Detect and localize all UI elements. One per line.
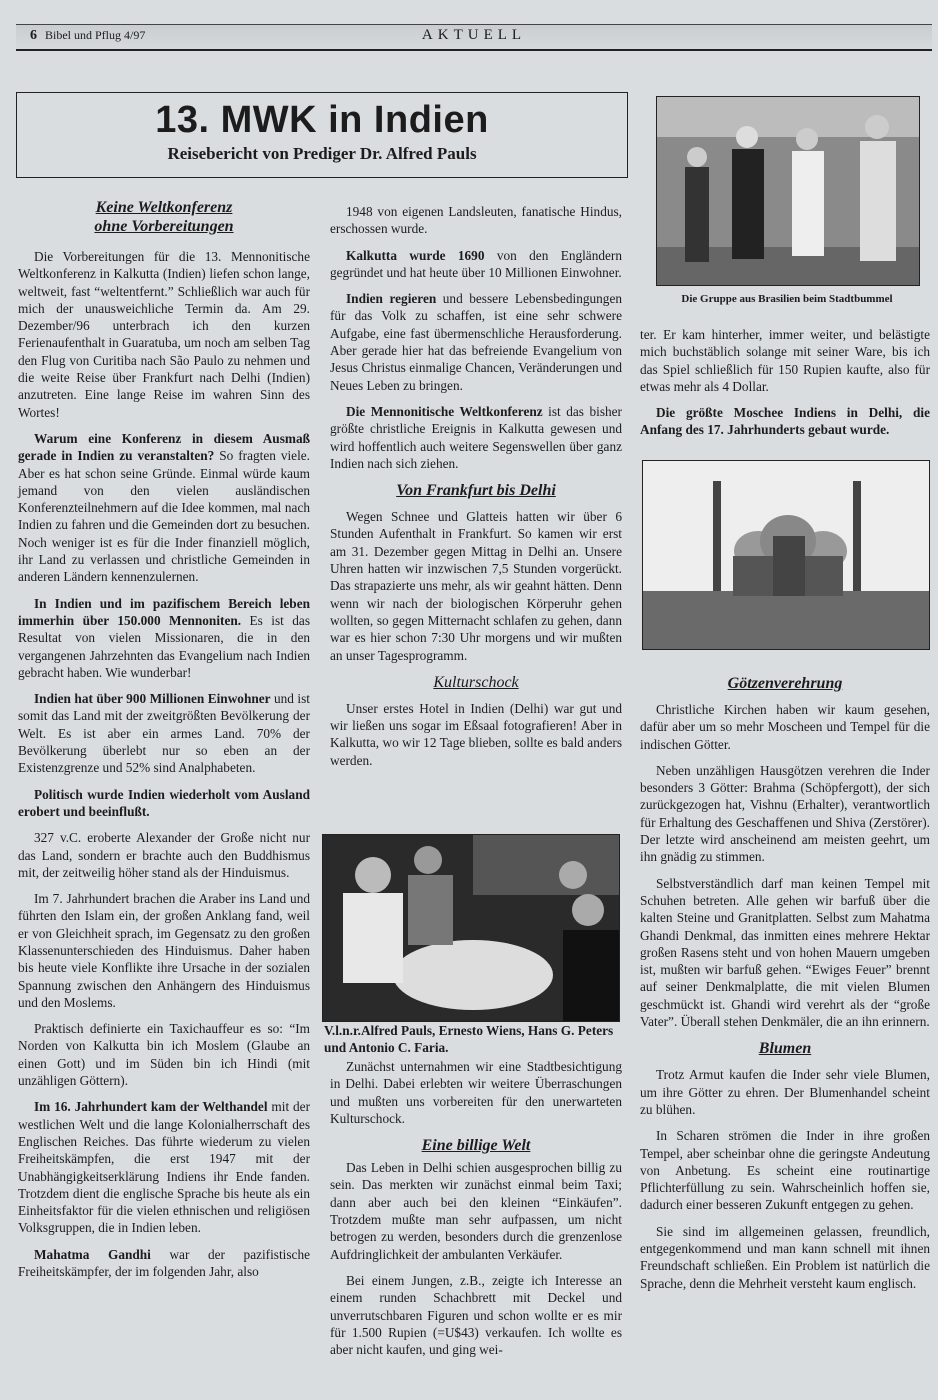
paragraph: Mahatma Gandhi war der pazifistische Freiheitskämpfer, der im folgenden Jahr, also xyxy=(18,1246,310,1280)
paragraph: Unser erstes Hotel in Indien (Delhi) war gut und wir ließen uns sogar im Eßsaal fotografieren! Aber in Kalkutta, wo wir 12 Tage blieben, sollte es bald anders werden. xyxy=(330,700,622,768)
paragraph: Neben unzähligen Hausgötzen verehren die Inder besonders 3 Götter: Brahma (Schöpfergott), der sich zurückgezogen hat, Vishnu (Erhalter), verantwortlich für Erhaltung des Geschaffenen und Shiva (Zerstörer). Der letzte wird anscheinend am meisten geehrt, um ihn gnädig zu stimmen. xyxy=(640,762,930,865)
paragraph: 327 v.C. eroberte Alexander der Große nicht nur das Land, sondern er brachte auch den Buddhismus mit, der zeitweilig höher stand als der Hinduismus. xyxy=(18,830,310,880)
column-1 xyxy=(18,198,310,1289)
paragraph: Die größte Moschee Indiens in Delhi, die Anfang des 17. Jahrhunderts gebaut wurde. xyxy=(640,405,930,438)
paragraph: Christliche Kirchen haben wir kaum gesehen, dafür aber um so mehr Moscheen und Tempel für die indischen Götter. xyxy=(640,702,930,752)
heading-keine-weltkonferenz: Keine Weltkonferenz ohne Vorbereitungen xyxy=(94,199,234,235)
paragraph: Indien regieren und bessere Lebensbedingungen für das Volk zu schaffen, ist eine sehr schwere Aufgabe, eine fast übermenschliche Herausforderung. Aber gerade hier hat das befreiende Evangelium von Jesus Christus einmalige Chancen, Veränderungen und Neues Leben zu bringen. xyxy=(330,291,622,393)
column-2 xyxy=(330,203,622,778)
paragraph: Bei einem Jungen, z.B., zeigte ich Interesse an einem runden Schachbrett mit Deckel und unverrutschbaren Figuren und schon wollte er es mir für 1.500 Rupien (=U$43) verkaufen. Ich wollte es aber nicht kaufen, und ging wei- xyxy=(330,1272,622,1358)
paragraph: In Indien und im pazifischem Bereich leben immerhin über 150.000 Mennoniten. Es ist das Resultat von vielen Missionaren, die in den vergangenen Jahrzehnten das Evangelium nach Indien gebracht haben. Wie wunderbar! xyxy=(18,595,310,680)
paragraph: Kalkutta wurde 1690 von den Engländern gegründet und hat heute über 10 Millionen Einwohner. xyxy=(330,247,622,280)
paragraph: Selbstverständlich darf man keinen Tempel mit Schuhen betreten. Alle gehen wir barfuß über die kalten Steine und Granitplatten. Selbst zum Mahatma Ghandi Denkmal, das inmitten eines mehrere Hektar großen Rasens steht und von hohen Mauern umgeben ist, mußten wir barfuß gehen. “Ewiges Feuer” brennt auf seiner Denkmalplatte, die mit vielen Blumen geschmückt ist. Ghandi wird verehrt als der “große Vater”. Überall stehen Denkmäler, die an ihn erinnern. xyxy=(640,875,930,1030)
section-name: AKTUELL xyxy=(421,27,527,43)
heading-goetzenverehrung: Götzenverehrung xyxy=(727,675,843,692)
paragraph: Im 7. Jahrhundert brachen die Araber ins Land und führten den Islam ein, der großen Anklang fand, weil er von Gleichheit sprach, im Gegensatz zu den großen Klassenunterschieden des Hinduismus. Daher haben bis heute viele Konflikte ihre Ursache in der sozialen Spannung zwischen den Anhängern des Hinduismus und den Moslems. xyxy=(18,891,310,1010)
paragraph: Indien hat über 900 Millionen Einwohner und ist somit das Land mit der zweitgrößten Bevölkerung der Welt. Es ist aber ein armes Land. 70% der Bevölkerung überlebt nur so eben an der Existenzgrenze und 52% sind Analphabeten. xyxy=(18,691,310,776)
column-3-lower xyxy=(640,674,930,1301)
paragraph: Die Mennonitische Weltkonferenz ist das bisher größte christliche Ereignis in Kalkutta gewesen und wird hoffentlich auch weitere Segenswellen über ganz Indien nach sich ziehen. xyxy=(330,403,622,471)
paragraph: 1948 von eigenen Landsleuten, fanatische Hindus, erschossen wurde. xyxy=(330,204,622,237)
paragraph: Im 16. Jahrhundert kam der Welthandel mit der westlichen Welt und die lange Kolonialherrschaft des Englischen Reiches. Das führte wiederum zu vielen Freiheitskämpfen, die erst 1947 mit der Unabhängigkeitserklärung Indiens ihr Ende fanden. Trotzdem dient die englische Sprache bis heute als ein Einheitsfaktor für die vielen ethnischen und religiösen Volksgruppen, die in Indien leben. xyxy=(18,1099,310,1236)
paragraph: ter. Er kam hinterher, immer weiter, und belästigte mich buchstäblich solange mit seiner Ware, bis ich das Spiel schließlich für 150 Rupien kaufte, also für etwas mehr als 4 Dollar. xyxy=(640,327,930,394)
paragraph: Politisch wurde Indien wiederholt vom Ausland erobert und beeinflußt. xyxy=(18,786,310,819)
heading-eine-billige-welt: Eine billige Welt xyxy=(421,1137,531,1155)
column-2-lower xyxy=(330,1058,622,1367)
paragraph: Praktisch definierte ein Taxichauffeur es so: “Im Norden von Kalkutta bin ich Moslem (Glaube an einen Gott) und im Süden bin ich Hindi (mit unzähligen Göttern). xyxy=(18,1021,310,1089)
article-title: 13. MWK in Indien xyxy=(155,99,489,141)
caption-dinner: V.l.n.r.Alfred Pauls, Ernesto Wiens, Hans G. Peters und Antonio C. Faria. xyxy=(324,1023,614,1055)
heading-von-frankfurt: Von Frankfurt bis Delhi xyxy=(396,482,556,500)
paragraph: Wegen Schnee und Glatteis hatten wir über 6 Stunden Aufenthalt in Frankfurt. So kamen wir erst am 31. Dezember gegen Mittag in Delhi an. Unsere Uhren hatten wir inzwischen 7,5 Stunden vorgerückt. Das strapazierte uns mehr, als wir geahnt hätten. Denn wenn wir nach der biologischen Körperuhr gehen wollten, so gegen Mitternacht schlafen zu gehen, dann war es hier schon 7:30 Uhr morgens und wir mußten an unser Tagesprogramm. xyxy=(330,509,622,663)
paragraph: Trotz Armut kaufen die Inder sehr viele Blumen, um ihre Götter zu ehren. Der Blumenhandel scheint zu blühen. xyxy=(640,1067,930,1117)
paragraph: Zunächst unternahmen wir eine Stadtbesichtigung in Delhi. Dabei erlebten wir weitere Überraschungen und mußten uns vorbereiten für den unerwarteten Kulturschock. xyxy=(330,1059,622,1126)
photo-dinner xyxy=(322,834,620,1022)
publication-name: Bibel und Pflug 4/97 xyxy=(45,28,146,42)
page-header xyxy=(16,24,932,51)
page-number: 6 xyxy=(30,28,37,43)
paragraph: Sie sind im allgemeinen gelassen, freundlich, entgegenkommend und man kann schnell mit ihnen Freundschaft schließen. Ein Problem ist natürlich die Sprache, denn die Mehrheit versteht kaum englisch. xyxy=(640,1223,930,1291)
heading-kulturschock: Kulturschock xyxy=(433,673,519,691)
photo-mosque xyxy=(642,460,930,650)
paragraph: In Scharen strömen die Inder in ihre großen Tempel, aber scheinbar ohne die geringste Andeutung von Anbetung. Es scheint eine routinartige Pflichterfüllung zu sein. Wahrscheinlich hoffen sie, dadurch einer besseren Zukunft entgegen zu gehen. xyxy=(640,1128,930,1213)
photo-group xyxy=(656,96,920,286)
column-3-upper xyxy=(640,326,930,448)
paragraph: Warum eine Konferenz in diesem Ausmaß gerade in Indien zu veranstalten? So fragten viele. Aber es hat schon seine Gründe. Einmal würde kaum jemand von den vielen ausländischen Konferenzteilnehmern auf die Idee kommen, mal nach Indien zu fahren und die Gemeinden dort zu besuchen. Noch weniger ist es für die Inder finanziell möglich, ihr Land zu verlassen und christliche Gemeinden in anderen Ländern kennenzulernen. xyxy=(18,430,310,585)
article-subtitle: Reisebericht von Prediger Dr. Alfred Pauls xyxy=(167,144,477,163)
title-box xyxy=(16,92,628,178)
heading-blumen: Blumen xyxy=(758,1040,812,1058)
paragraph: Die Vorbereitungen für die 13. Mennonitische Weltkonferenz in Kalkutta (Indien) liefen schon lange, weltweit, fast “weltentfernt.” Schließlich war auch für mich der unausweichliche Termin da. Am 29. Dezember/96 unterbrach ich den kurzen Ferienaufenthalt in Guaratuba, um noch am selben Tag den Flug von Curitiba nach São Paulo zu nehmen und die weite Reise über Frankfurt nach Delhi (Indien) anzutreten. Eine lange Reise im wahren Sinn des Wortes! xyxy=(18,249,310,420)
paragraph: Das Leben in Delhi schien ausgesprochen billig zu sein. Das merkten wir zunächst einmal beim Taxi; dann aber auch bei den kleinen “Einkäufen”. Trotzdem mußte man sehr aufpassen, um nicht betrogen zu werden, besonders durch die grenzenlose Aufdringlichkeit der ambulanten Verkäufer. xyxy=(330,1160,622,1262)
caption-group: Die Gruppe aus Brasilien beim Stadtbummel xyxy=(681,293,893,305)
